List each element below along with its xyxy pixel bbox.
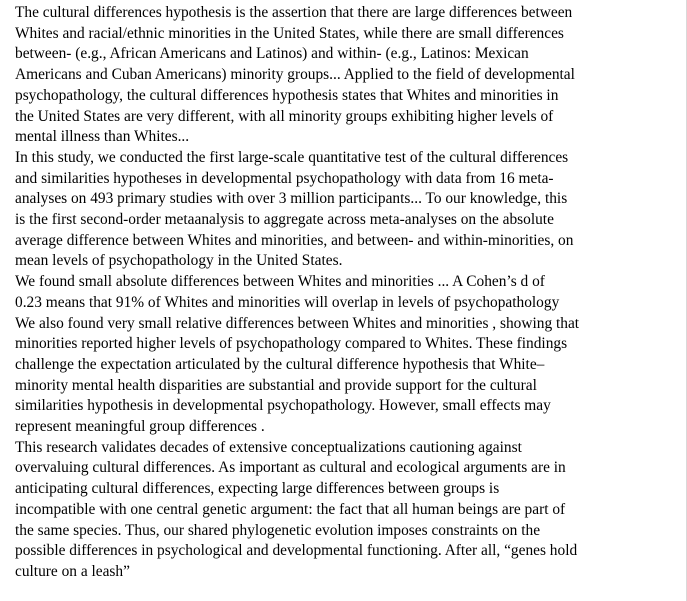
text-line: culture on a leash”	[15, 562, 130, 580]
text-line: the same species. Thus, our shared phylogenetic evolution imposes constraints on the	[15, 521, 541, 539]
text-line: Whites and racial/ethnic minorities in the United States, while there are small differences	[15, 24, 564, 42]
text-line: overvaluing cultural differences. As important as cultural and ecological arguments are in	[15, 459, 566, 477]
text-line: between- (e.g., African Americans and Latinos) and within- (e.g., Latinos: Mexican	[15, 45, 529, 63]
paragraph-findings	[6, 272, 686, 438]
text-line: similarities hypothesis in developmental psychopathology. However, small effects may	[15, 397, 551, 415]
text-line: minority mental health disparities are substantial and provide support for the cultural	[15, 376, 537, 394]
text-line: mental illness than Whites...	[15, 128, 190, 146]
text-line: possible differences in psychological and developmental functioning. After all, “genes hold	[15, 542, 578, 560]
text-line: anticipating cultural differences, expecting large differences between groups is	[15, 480, 500, 498]
text-line: This research validates decades of extensive conceptualizations cautioning against	[15, 438, 522, 456]
document-body	[6, 3, 686, 583]
text-line: analyses on 493 primary studies with over 3 million participants... To our knowledge, this	[15, 190, 568, 208]
text-line: incompatible with one central genetic argument: the fact that all human beings are part of	[15, 500, 566, 518]
text-line: average difference between Whites and minorities, and between- and within-minorities, on	[15, 231, 574, 249]
text-line: We found small absolute differences between Whites and minorities ... A Cohen’s d of	[15, 273, 545, 291]
text-line: We also found very small relative differences between Whites and minorities , showing that	[15, 314, 580, 332]
text-line: psychopathology, the cultural differences hypothesis states that Whites and minorities in	[15, 86, 559, 104]
text-line: is the first second-order metaanalysis to aggregate across meta-analyses on the absolute	[15, 211, 554, 229]
text-line: Americans and Cuban Americans) minority groups... Applied to the field of developmental	[15, 66, 575, 84]
text-line: and similarities hypotheses in developmental psychopathology with data from 16 meta-	[15, 169, 554, 187]
text-line: challenge the expectation articulated by the cultural difference hypothesis that White–	[15, 355, 545, 373]
paragraph-cultural-differences-hypothesis	[6, 3, 686, 148]
paragraph-conclusion	[6, 438, 686, 583]
text-line: 0.23 means that 91% of Whites and minorities will overlap in levels of psychopathology	[15, 293, 560, 311]
text-line: minorities reported higher levels of psychopathology compared to Whites. These findings	[15, 335, 568, 353]
text-line: mean levels of psychopathology in the United States.	[15, 252, 343, 270]
text-line: the United States are very different, with all minority groups exhibiting higher levels of	[15, 107, 554, 125]
text-line: represent meaningful group differences .	[15, 418, 265, 436]
text-line: The cultural differences hypothesis is the assertion that there are large differences between	[15, 4, 573, 21]
text-line: In this study, we conducted the first large-scale quantitative test of the cultural differences	[15, 148, 569, 166]
paragraph-study-description	[6, 148, 686, 272]
